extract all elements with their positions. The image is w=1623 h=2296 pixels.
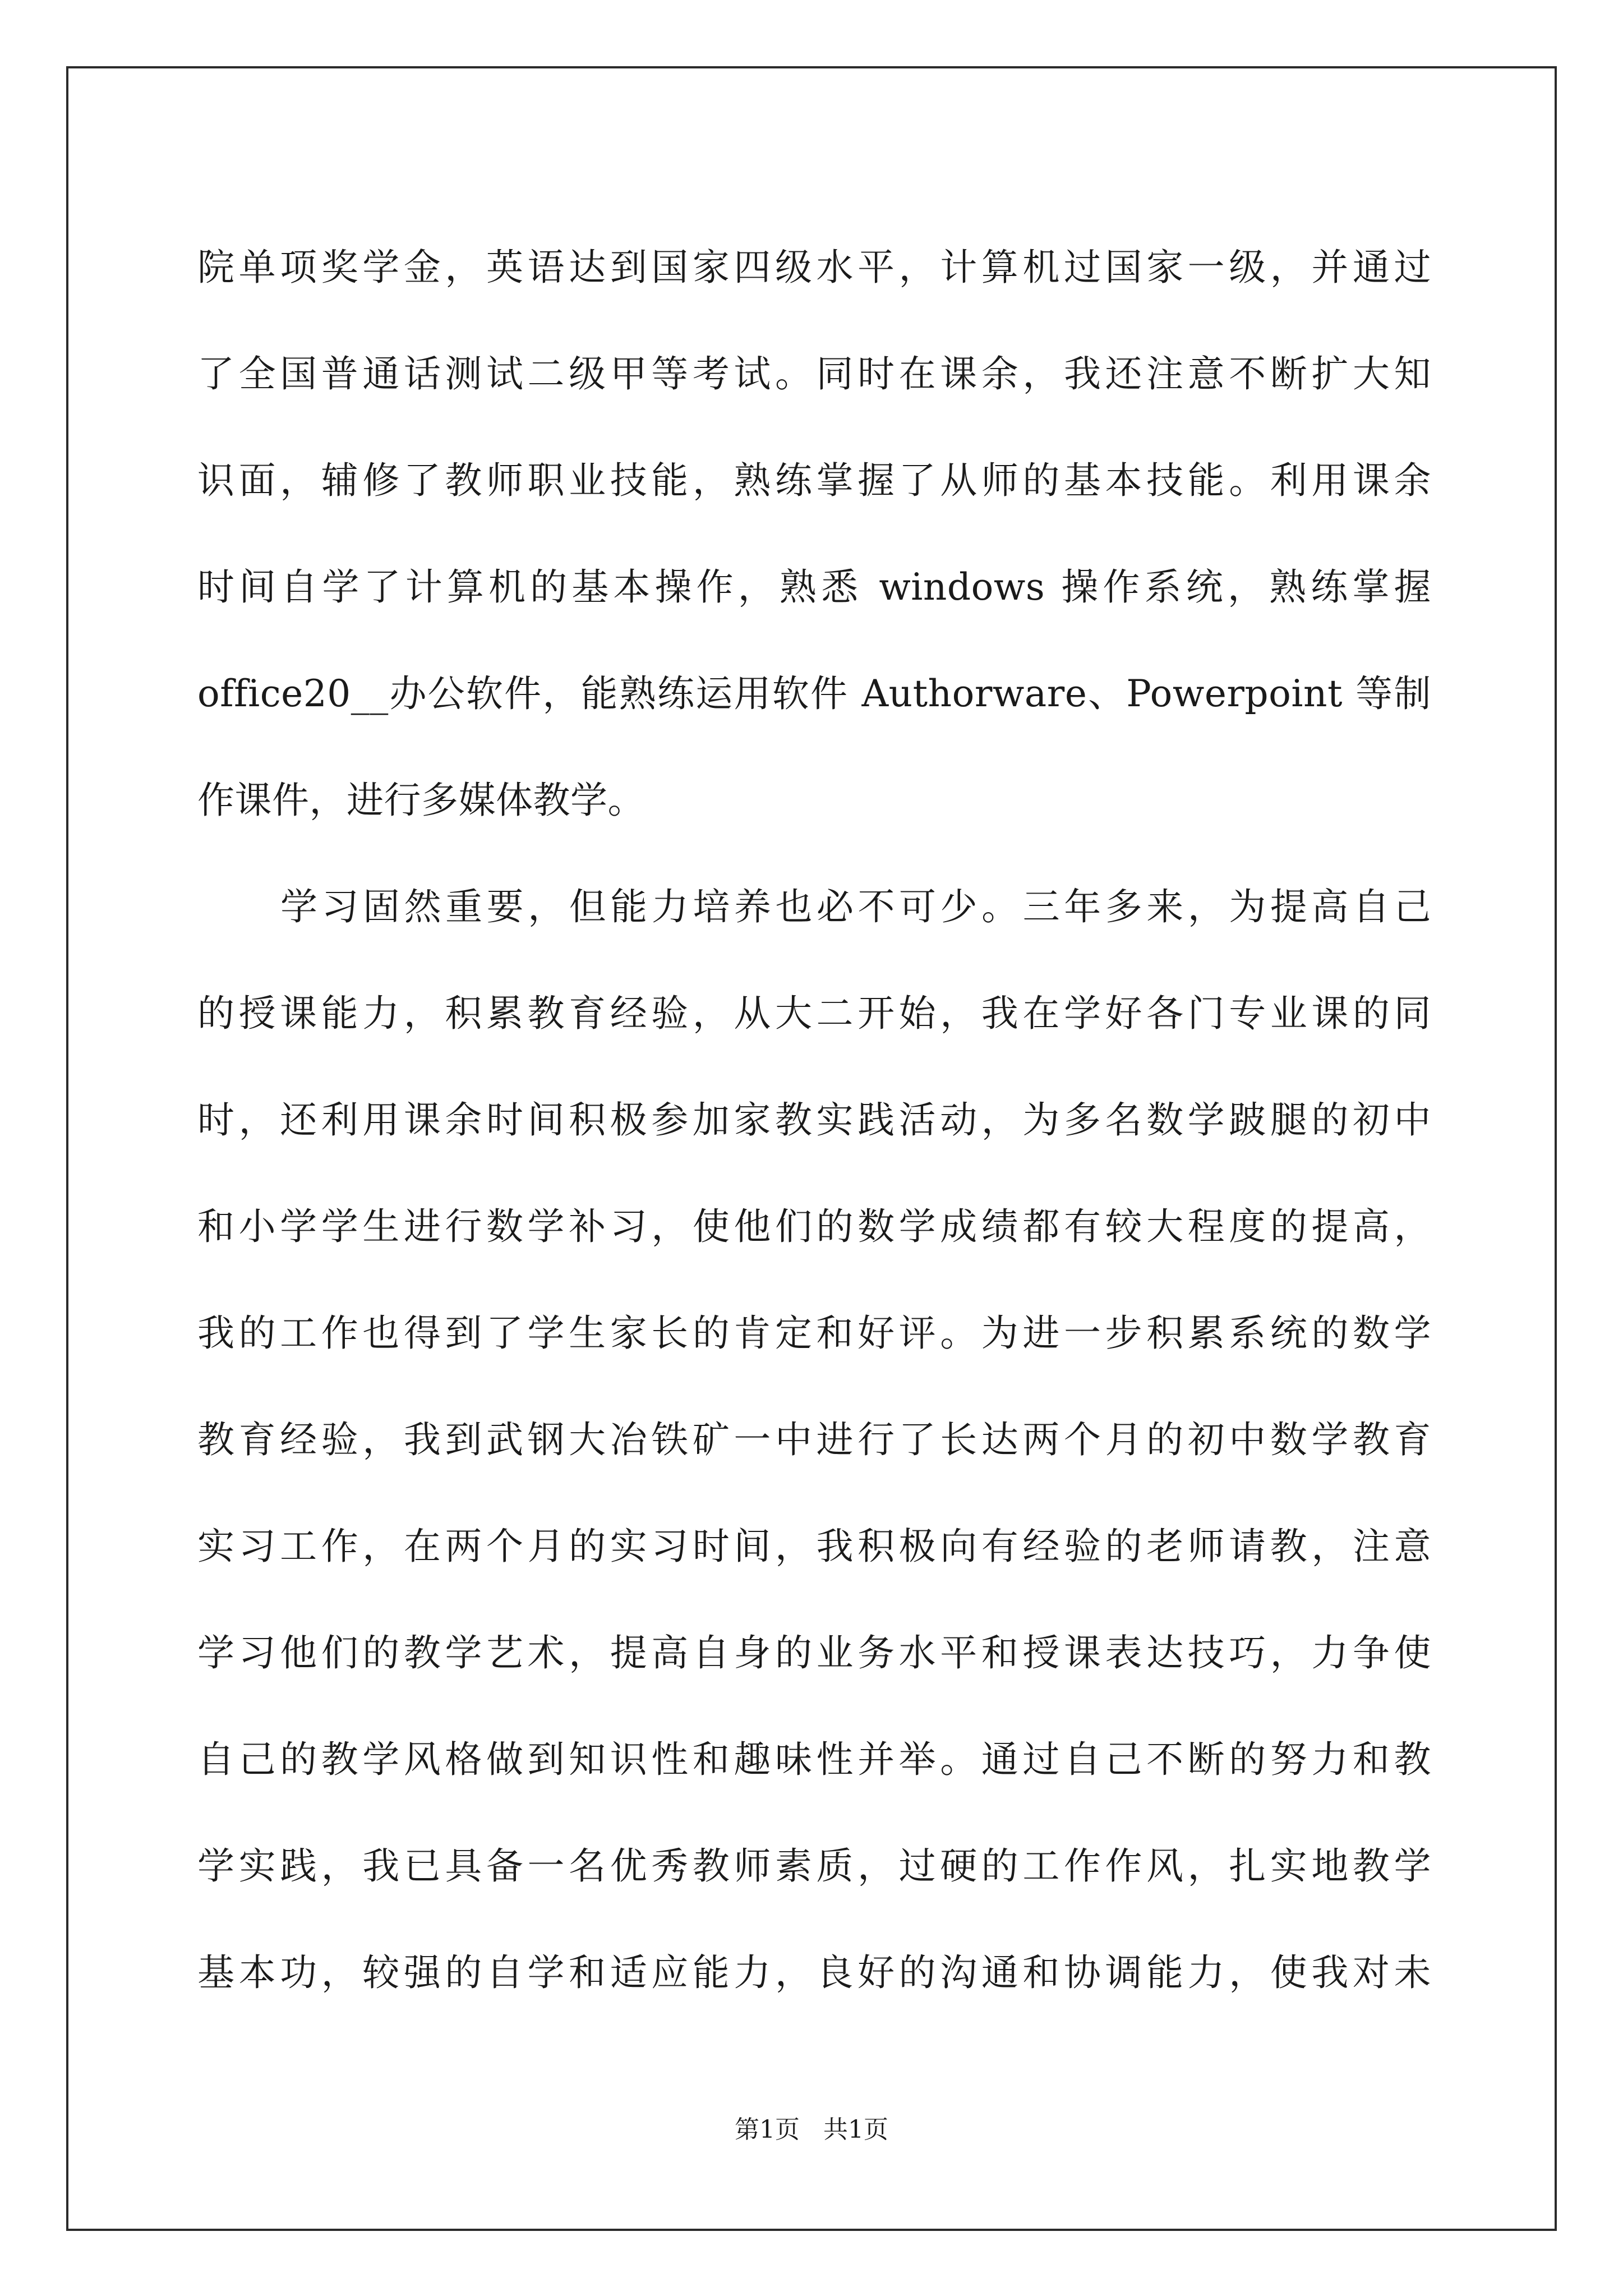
text-line: 学实践，我已具备一名优秀教师素质，过硬的工作作风，扎实地教学 bbox=[197, 1844, 1431, 1888]
text-line: 识面，辅修了教师职业技能，熟练掌握了从师的基本技能。利用课余 bbox=[197, 459, 1431, 502]
text-line: 我的工作也得到了学生家长的肯定和好评。为进一步积累系统的数学 bbox=[197, 1312, 1431, 1355]
text-line: 时，还利用课余时间积极参加家教实践活动，为多名数学跛腿的初中 bbox=[197, 1098, 1431, 1142]
text-line: 作课件，进行多媒体教学。 bbox=[197, 779, 645, 822]
text-line: office20__办公软件，能熟练运用软件 Authorware、Powerpoint 等制 bbox=[197, 672, 1431, 715]
text-line: 自己的教学风格做到知识性和趣味性并举。通过自己不断的努力和教 bbox=[197, 1738, 1431, 1781]
page-total: 共1页 bbox=[823, 2115, 888, 2144]
text-line: 学习他们的教学艺术，提高自身的业务水平和授课表达技巧，力争使 bbox=[197, 1631, 1431, 1674]
page-number: 第1页 bbox=[735, 2115, 800, 2144]
text-line: 基本功，较强的自学和适应能力，良好的沟通和协调能力，使我对未 bbox=[197, 1951, 1431, 1994]
text-line: 院单项奖学金，英语达到国家四级水平，计算机过国家一级，并通过 bbox=[197, 246, 1431, 289]
text-line: 和小学学生进行数学补习，使他们的数学成绩都有较大程度的提高， bbox=[197, 1205, 1431, 1248]
text-line: 了全国普通话测试二级甲等考试。同时在课余，我还注意不断扩大知 bbox=[197, 352, 1431, 395]
page-footer bbox=[0, 2109, 1623, 2145]
paragraph-first-line: 学习固然重要，但能力培养也必不可少。三年多来，为提高自己 bbox=[280, 885, 1431, 928]
text-line: 实习工作，在两个月的实习时间，我积极向有经验的老师请教，注意 bbox=[197, 1525, 1431, 1568]
text-line: 时间自学了计算机的基本操作，熟悉 windows 操作系统，熟练掌握 bbox=[197, 565, 1431, 609]
text-line: 教育经验，我到武钢大冶铁矿一中进行了长达两个月的初中数学教育 bbox=[197, 1418, 1431, 1461]
text-line: 的授课能力，积累教育经验，从大二开始，我在学好各门专业课的同 bbox=[197, 992, 1431, 1035]
document-body bbox=[197, 214, 1431, 2026]
